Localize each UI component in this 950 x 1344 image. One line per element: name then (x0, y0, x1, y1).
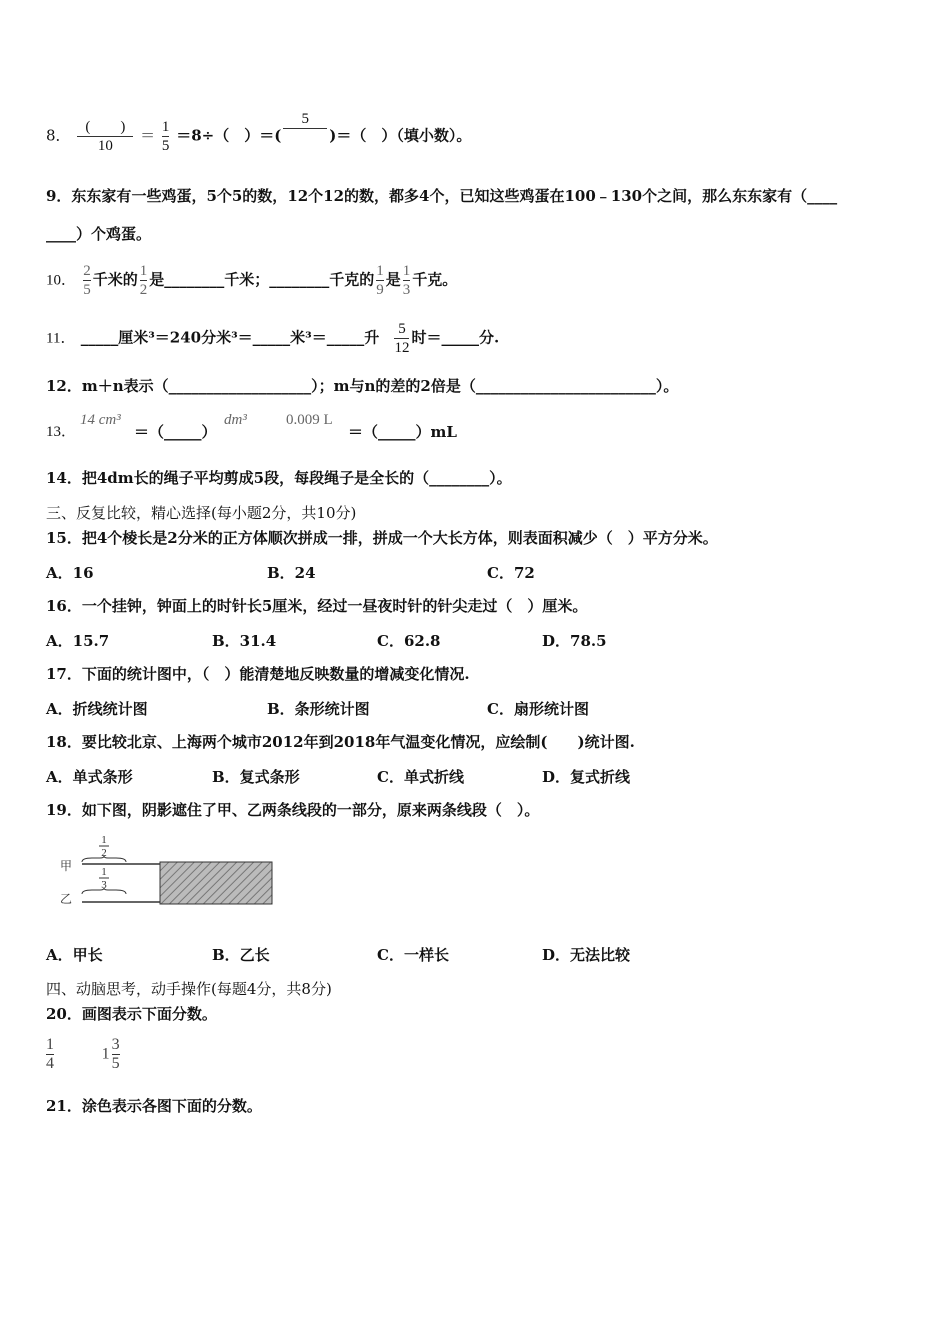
q20-fractions: $\frac{1}{4}$ 1 $\frac{3}{5}$ (46, 1036, 120, 1072)
q8-fraction-blank: $\frac{( )}{10}$ (77, 118, 133, 155)
question-19: 19．如下图，阴影遮住了甲、乙两条线段的一部分，原来两条线段（ ）。 (46, 801, 540, 819)
q15-option-b[interactable]: B．24 (267, 564, 316, 582)
q19-option-b[interactable]: B．乙长 (212, 946, 270, 964)
q16-option-c[interactable]: C．62.8 (377, 632, 441, 650)
q16-option-a[interactable]: A．15.7 (46, 632, 110, 650)
q17-option-b[interactable]: B．条形统计图 (267, 700, 370, 718)
question-11: 11． _____厘米³＝240分米³＝_____米³＝_____升 $\frac{5}{12}$ 时＝_____分. (46, 321, 500, 356)
question-12: 12．m＋n表示（___________________）；m与n的差的2倍是（________________________）。 (46, 377, 679, 395)
question-10: 10． $\frac{2}{5}$ 千米的 $\frac{1}{2}$ 是________千米；________千克的 $\frac{1}{9}$ 是 $\frac{1}{3}$ 千克。 (46, 263, 458, 298)
q8-fraction-5: 5 (283, 110, 327, 141)
q19-line-segment-figure (56, 830, 278, 910)
q18-option-b[interactable]: B．复式条形 (212, 768, 300, 786)
q19-option-a[interactable]: A．甲长 (46, 946, 103, 964)
question-16: 16．一个挂钟，钟面上的时针长5厘米，经过一昼夜时针的针尖走过（ ）厘米。 (46, 597, 588, 615)
svg-text:3: 3 (101, 879, 107, 891)
section-3-title: 三、反复比较，精心选择(每小题2分，共10分) (46, 504, 357, 522)
q17-option-a[interactable]: A．折线统计图 (46, 700, 148, 718)
svg-text:1: 1 (101, 866, 107, 878)
question-17: 17．下面的统计图中，（ ）能清楚地反映数量的增减变化情况. (46, 665, 470, 683)
q15-option-a[interactable]: A．16 (46, 564, 94, 582)
q18-option-a[interactable]: A．单式条形 (46, 768, 133, 786)
q8-fraction-1-5: $\frac{1}{5}$ (161, 119, 170, 154)
q17-option-c[interactable]: C．扇形统计图 (487, 700, 589, 718)
q16-option-d[interactable]: D．78.5 (542, 632, 607, 650)
q19-option-c[interactable]: C．一样长 (377, 946, 449, 964)
question-20: 20．画图表示下面分数。 (46, 1005, 217, 1023)
question-18: 18．要比较北京、上海两个城市2012年到2018年气温变化情况，应绘制( )统计图. (46, 733, 635, 751)
question-15: 15．把4个棱长是2分米的正方体顺次拼成一排，拼成一个大长方体，则表面积减少（ ）平方分米。 (46, 529, 718, 547)
question-8: 8． $\frac{( )}{10}$ ＝ $\frac{1}{5}$ ＝8÷（ ）＝( 5 )＝（ ）（填小数）。 (46, 111, 472, 154)
q19-label-jia: 甲 (60, 859, 73, 873)
question-9: 9．东东家有一些鸡蛋，5个5的数，12个12的数，都多4个，已知这些鸡蛋在100﹣130个之间，那么东东家有（____ (46, 187, 838, 205)
question-9-cont: ____）个鸡蛋。 (46, 225, 152, 243)
svg-text:2: 2 (101, 847, 107, 859)
q18-option-d[interactable]: D．复式折线 (542, 768, 631, 786)
q19-label-yi: 乙 (60, 892, 73, 906)
question-21: 21．涂色表示各图下面的分数。 (46, 1097, 262, 1115)
q18-option-c[interactable]: C．单式折线 (377, 768, 464, 786)
question-14: 14．把4dm长的绳子平均剪成5段，每段绳子是全长的（________）。 (46, 469, 512, 487)
q19-option-d[interactable]: D．无法比较 (542, 946, 631, 964)
q19-shadow-block (160, 862, 272, 904)
q8-number: 8． (46, 126, 71, 145)
q15-option-c[interactable]: C．72 (487, 564, 535, 582)
q16-option-b[interactable]: B．31.4 (212, 632, 277, 650)
section-4-title: 四、动脑思考，动手操作(每题4分，共8分) (46, 980, 332, 998)
svg-text:1: 1 (101, 834, 107, 846)
